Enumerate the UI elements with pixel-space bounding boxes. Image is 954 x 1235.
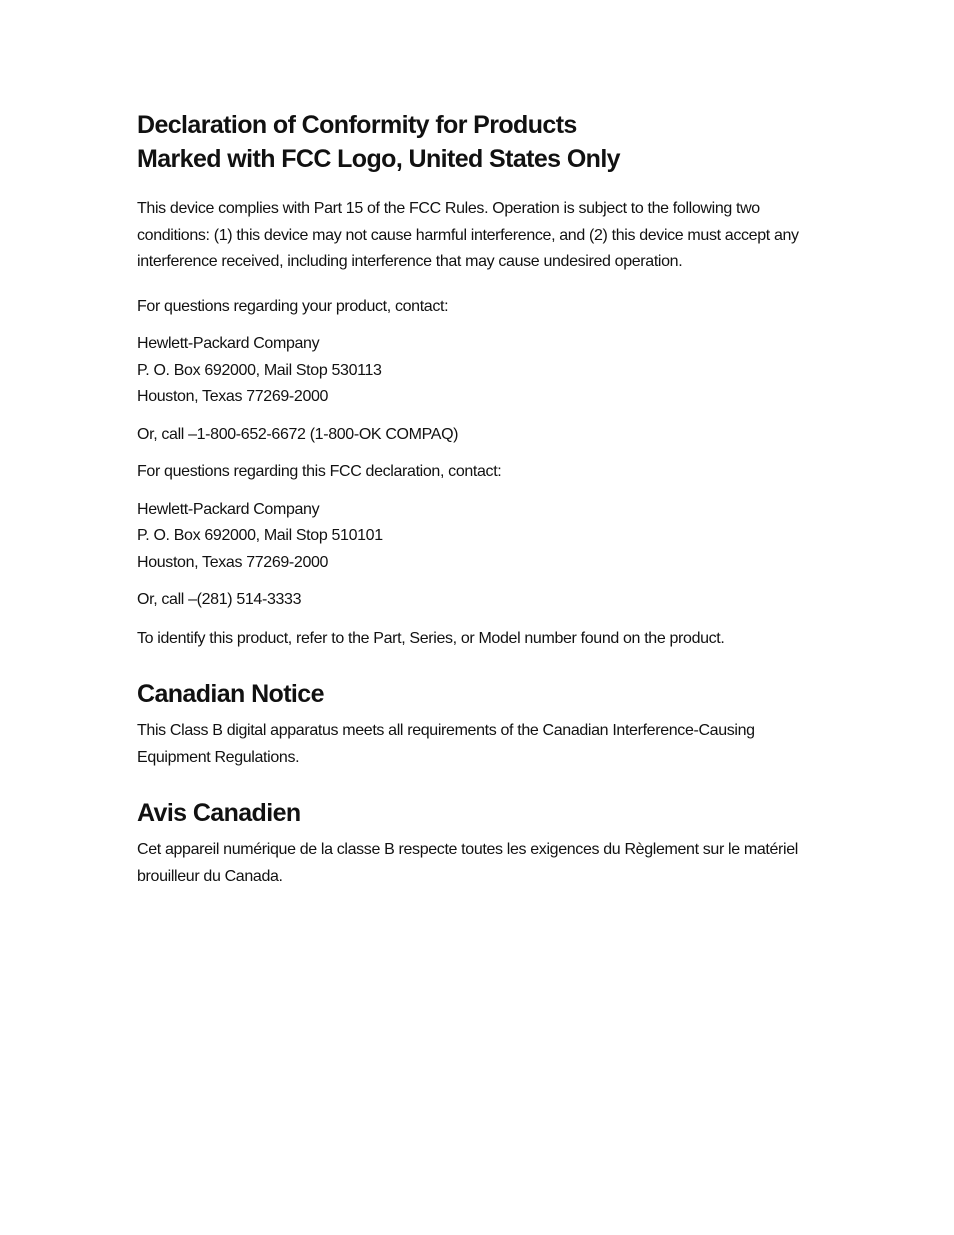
fcc-contact-address: [137, 497, 857, 577]
product-address-city: Houston, Texas 77269-2000: [137, 388, 329, 405]
canadian-notice-line-1: This Class B digital apparatus meets all requirements of the Canadian Interference-Causing: [137, 722, 755, 739]
fcc-phone-text: Or, call –(281) 514-3333: [137, 591, 302, 608]
product-questions-text: For questions regarding your product, contact:: [137, 297, 449, 315]
title-line-1: Declaration of Conformity for Products: [137, 111, 577, 139]
compliance-line-2: conditions: (1) this device may not cause harmful interference, and (2) this device must accept any: [137, 226, 799, 244]
title-line-2: Marked with FCC Logo, United States Only: [137, 145, 620, 173]
fcc-address-company: Hewlett-Packard Company: [137, 500, 320, 518]
canadian-notice-paragraph: [137, 718, 857, 771]
avis-canadien-line-1: Cet appareil numérique de la classe B respecte toutes les exigences du Règlement sur le matériel: [137, 841, 798, 858]
product-phone-text: Or, call –1-800-652-6672 (1-800-OK COMPAQ): [137, 425, 459, 443]
canadian-notice-heading: Canadian Notice: [137, 680, 324, 708]
product-address-box: P. O. Box 692000, Mail Stop 530113: [137, 361, 382, 379]
product-address-company: Hewlett-Packard Company: [137, 335, 320, 352]
compliance-line-1: This device complies with Part 15 of the FCC Rules. Operation is subject to the following two: [137, 200, 760, 217]
product-identify-text: To identify this product, refer to the Part, Series, or Model number found on the product.: [137, 629, 725, 647]
fcc-questions-text: For questions regarding this FCC declaration, contact:: [137, 463, 502, 480]
fcc-address-box: P. O. Box 692000, Mail Stop 510101: [137, 527, 383, 544]
avis-canadien-paragraph: [137, 837, 857, 890]
canadian-notice-line-2: Equipment Regulations.: [137, 748, 300, 766]
fcc-address-city: Houston, Texas 77269-2000: [137, 553, 329, 571]
page-title: [137, 108, 857, 176]
product-contact-address: [137, 331, 857, 411]
avis-canadien-line-2: brouilleur du Canada.: [137, 867, 283, 885]
document-page: [137, 108, 857, 890]
avis-canadien-heading: Avis Canadien: [137, 799, 301, 827]
compliance-paragraph: [137, 196, 857, 276]
compliance-line-3: interference received, including interference that may cause undesired operation.: [137, 253, 683, 270]
